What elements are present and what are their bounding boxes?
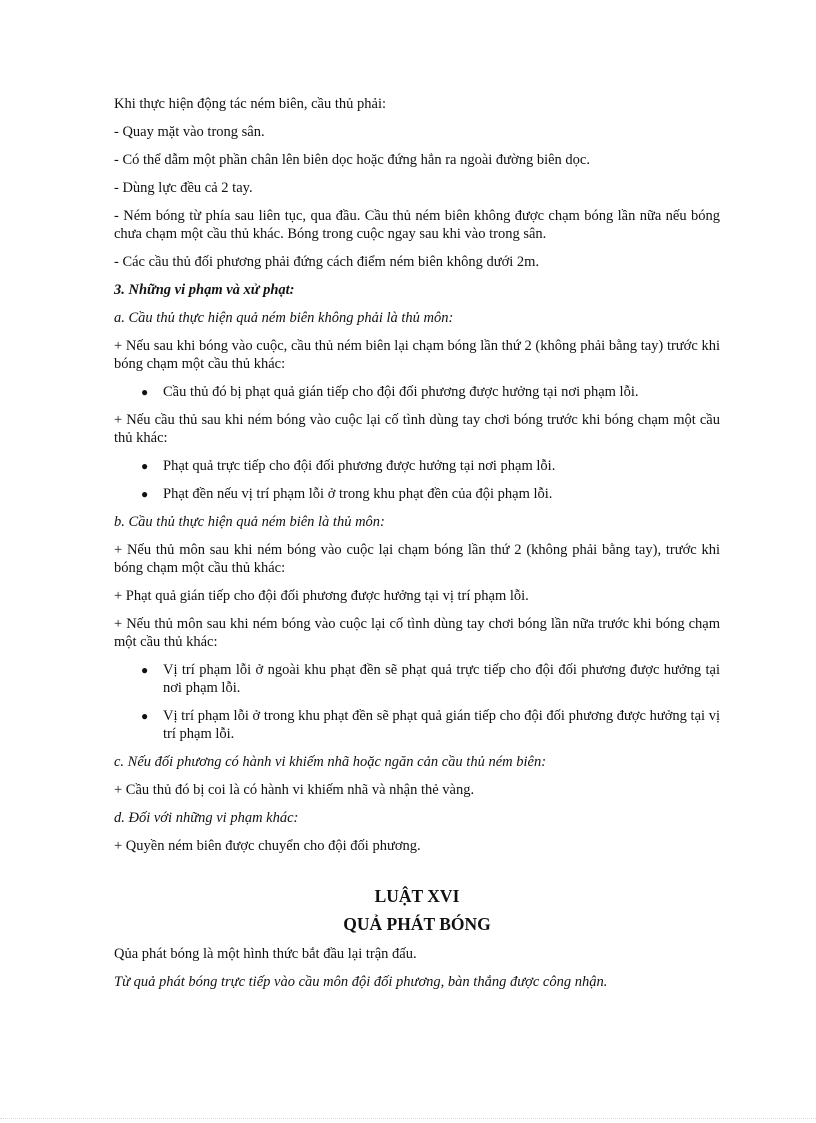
intro-paragraph: Khi thực hiện động tác ném biên, cầu thủ phải: (114, 96, 387, 112)
law-title: LUẬT XVI (374, 886, 460, 906)
bullet-icon: ● (141, 663, 149, 677)
requirement-item: - Quay mặt vào trong sân. (114, 124, 265, 140)
subsection-d-paragraph-1: + Quyền ném biên được chuyển cho đội đối phương. (114, 838, 421, 854)
bullet-item (114, 485, 720, 503)
requirement-item: - Có thể dẫm một phần chân lên biên dọc hoặc đứng hẳn ra ngoài đường biên dọc. (114, 152, 590, 168)
subsection-a-paragraph-1: + Nếu sau khi bóng vào cuộc, cầu thủ ném biên lại chạm bóng lần thứ 2 (không phải bằng tay) trước khi bóng chạm một cầu thủ khác: (114, 338, 720, 372)
law-paragraph-1: Qủa phát bóng là một hình thức bắt đầu lại trận đấu. (114, 946, 417, 962)
subsection-b-paragraph-2: + Phạt quả gián tiếp cho đội đối phương được hưởng tại vị trí phạm lỗi. (114, 588, 529, 604)
section-heading: 3. Những vi phạm và xử phạt: (114, 282, 295, 298)
bullet-icon: ● (141, 385, 149, 399)
page-bottom-rule (0, 1118, 816, 1119)
subsection-c-paragraph-1: + Cầu thủ đó bị coi là có hành vi khiếm nhã và nhận thẻ vàng. (114, 782, 475, 798)
subsection-b-paragraph-3: + Nếu thủ môn sau khi ném bóng vào cuộc lại cố tình dùng tay chơi bóng lần nữa trước khi bóng chạm một cầu thủ khác: (114, 616, 720, 650)
bullet-text: Cầu thủ đó bị phạt quả gián tiếp cho đội đối phương được hưởng tại nơi phạm lỗi. (163, 384, 639, 400)
bullet-text: Vị trí phạm lỗi ở ngoài khu phạt đền sẽ phạt quả trực tiếp cho đội đối phương được hưởng tại nơi phạm lỗi. (163, 662, 720, 696)
subsection-c-heading: c. Nếu đối phương có hành vi khiếm nhã hoặc ngăn cản cầu thủ ném biên: (114, 754, 547, 770)
subsection-a-heading: a. Cầu thủ thực hiện quả ném biên không phải là thủ môn: (114, 310, 454, 326)
bullet-icon: ● (141, 487, 149, 501)
bullet-icon: ● (141, 459, 149, 473)
bullet-item (114, 707, 720, 743)
bullet-item (114, 457, 720, 475)
law-subtitle: QUẢ PHÁT BÓNG (343, 914, 491, 934)
subsection-a-paragraph-2: + Nếu cầu thủ sau khi ném bóng vào cuộc lại cố tình dùng tay chơi bóng trước khi bóng chạm một cầu thủ khác: (114, 412, 720, 446)
bullet-item (114, 383, 720, 401)
subsection-b-heading: b. Cầu thủ thực hiện quả ném biên là thủ môn: (114, 514, 385, 530)
law-paragraph-2: Từ quả phát bóng trực tiếp vào cầu môn đội đối phương, bàn thắng được công nhận. (114, 974, 608, 990)
requirement-item: - Dùng lực đều cả 2 tay. (114, 180, 253, 196)
bullet-text: Phạt quả trực tiếp cho đội đối phương được hưởng tại nơi phạm lỗi. (163, 458, 556, 474)
bullet-item (114, 661, 720, 697)
subsection-b-paragraph-1: + Nếu thủ môn sau khi ném bóng vào cuộc lại chạm bóng lần thứ 2 (không phải bằng tay), trước khi bóng chạm một cầu thủ khác: (114, 542, 720, 576)
document-page (114, 95, 720, 1001)
bullet-text: Vị trí phạm lỗi ở trong khu phạt đền sẽ phạt quả gián tiếp cho đội đối phương được hưởng tại vị trí phạm lỗi. (163, 708, 720, 742)
bullet-icon: ● (141, 709, 149, 723)
requirement-item: - Ném bóng từ phía sau liên tục, qua đầu. Cầu thủ ném biên không được chạm bóng lần nữa nếu bóng chưa chạm một cầu thủ khác. Bóng trong cuộc ngay sau khi vào trong sân. (114, 208, 720, 242)
subsection-d-heading: d. Đối với những vi phạm khác: (114, 810, 299, 826)
requirement-item: - Các cầu thủ đối phương phải đứng cách điểm ném biên không dưới 2m. (114, 254, 540, 270)
bullet-text: Phạt đền nếu vị trí phạm lỗi ở trong khu phạt đền của đội phạm lỗi. (163, 486, 553, 502)
